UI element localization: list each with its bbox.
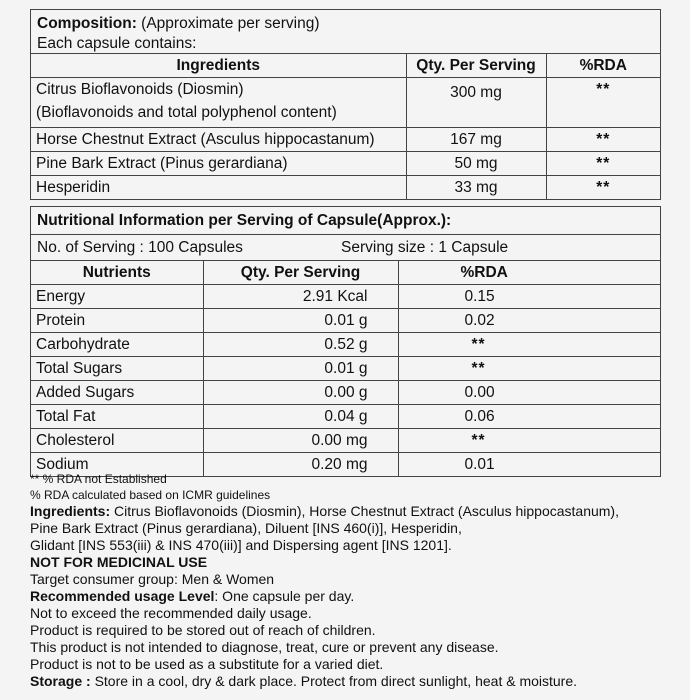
ingredient-rda: ** xyxy=(546,152,660,176)
nutrient-name: Protein xyxy=(31,309,203,333)
composition-header xyxy=(31,10,660,54)
nutrition-header-row xyxy=(31,261,660,285)
serving-size: Serving size : 1 Capsule xyxy=(341,239,509,256)
nutrient-rda: ** xyxy=(398,333,660,357)
nutrient-qty: 2.91 Kcal xyxy=(203,285,398,309)
label-notes xyxy=(30,471,670,690)
nutrient-rda: ** xyxy=(398,357,660,381)
composition-table xyxy=(31,54,660,199)
ingredients-text-2: Pine Bark Extract (Pinus gerardiana), Diluent [INS 460(i)], Hesperidin, xyxy=(30,520,462,536)
col-header-nutrients: Nutrients xyxy=(31,261,203,285)
table-row xyxy=(31,381,660,405)
col-header-qty: Qty. Per Serving xyxy=(203,261,398,285)
nutrient-qty: 0.20 mg xyxy=(203,453,398,477)
nutrient-rda: 0.06 xyxy=(398,405,660,429)
nutrient-qty: 0.01 g xyxy=(203,309,398,333)
ingredient-rda: ** xyxy=(546,78,660,128)
table-row xyxy=(31,128,660,152)
ingredients-text-3: Glidant [INS 553(iii) & INS 470(iii)] and Dispersing agent [INS 1201]. xyxy=(30,537,452,553)
rda-not-established-note: ** % RDA not Established xyxy=(30,472,167,486)
table-row xyxy=(31,405,660,429)
storage-label: Storage : xyxy=(30,673,91,689)
nutrient-name: Carbohydrate xyxy=(31,333,203,357)
storage-line xyxy=(30,673,670,690)
composition-title-note: (Approximate per serving) xyxy=(136,15,320,32)
ingredient-name xyxy=(31,78,406,128)
ingredients-text-1: Citrus Bioflavonoids (Diosmin), Horse Chestnut Extract (Asculus hippocastanum), xyxy=(110,503,619,519)
ingredient-rda: ** xyxy=(546,128,660,152)
nutrient-rda: 0.02 xyxy=(398,309,660,333)
ingredient-qty: 300 mg xyxy=(406,78,546,128)
usage-value: : One capsule per day. xyxy=(214,588,355,604)
nutrient-name: Energy xyxy=(31,285,203,309)
ingredient-name: Hesperidin xyxy=(31,176,406,200)
nutrient-name: Total Fat xyxy=(31,405,203,429)
table-row xyxy=(31,78,660,128)
nutrient-rda: ** xyxy=(398,429,660,453)
nutrient-qty: 0.00 mg xyxy=(203,429,398,453)
nutrient-name: Cholesterol xyxy=(31,429,203,453)
composition-box xyxy=(30,9,661,200)
nutrient-name: Added Sugars xyxy=(31,381,203,405)
ingredient-name: Horse Chestnut Extract (Asculus hippocastanum) xyxy=(31,128,406,152)
nutrition-title: Nutritional Information per Serving of Capsule(Approx.): xyxy=(31,207,660,235)
usage-line xyxy=(30,588,670,605)
ingredient-rda: ** xyxy=(596,179,611,196)
ingredient-qty: 33 mg xyxy=(406,176,546,200)
ingredients-label: Ingredients: xyxy=(30,503,111,519)
disease-note: This product is not intended to diagnose, treat, cure or prevent any disease. xyxy=(30,639,499,655)
nutrition-box xyxy=(30,206,661,477)
table-row xyxy=(31,152,660,176)
nutrient-qty: 0.52 g xyxy=(203,333,398,357)
ingredient-name-line1: Citrus Bioflavonoids (Diosmin) xyxy=(36,81,244,98)
serving-info xyxy=(31,235,660,261)
nutrient-qty: 0.00 g xyxy=(203,381,398,405)
nutrient-rda: 0.01 xyxy=(464,456,495,473)
nutrient-name: Total Sugars xyxy=(31,357,203,381)
table-row xyxy=(31,357,660,381)
nutrient-rda: 0.00 xyxy=(398,381,660,405)
storage-value: Store in a cool, dry & dark place. Protect from direct sunlight, heat & moisture. xyxy=(90,673,578,689)
ingredient-name-line2: (Bioflavonoids and total polyphenol content) xyxy=(36,104,337,121)
children-note: Product is required to be stored out of reach of children. xyxy=(30,622,376,638)
not-medicinal-note: NOT FOR MEDICINAL USE xyxy=(30,554,208,570)
table-row xyxy=(31,429,660,453)
servings-count: No. of Serving : 100 Capsules xyxy=(37,239,243,256)
table-row xyxy=(31,285,660,309)
col-header-rda: %RDA xyxy=(398,261,660,285)
ingredient-name: Pine Bark Extract (Pinus gerardiana) xyxy=(31,152,406,176)
ingredient-qty: 50 mg xyxy=(406,152,546,176)
composition-header-row xyxy=(31,54,660,78)
ingredient-qty: 167 mg xyxy=(406,128,546,152)
nutrient-qty: 0.01 g xyxy=(203,357,398,381)
col-header-rda: %RDA xyxy=(546,54,660,78)
usage-label: Recommended usage Level xyxy=(30,588,215,604)
nutrition-table xyxy=(31,261,660,476)
ingredients-line-1 xyxy=(30,503,670,520)
col-header-ingredients: Ingredients xyxy=(31,54,406,78)
composition-subtitle: Each capsule contains: xyxy=(37,35,197,52)
table-row xyxy=(31,176,660,200)
table-row xyxy=(31,333,660,357)
exceed-note: Not to exceed the recommended daily usage. xyxy=(30,605,312,621)
target-group: Target consumer group: Men & Women xyxy=(30,571,275,587)
col-header-qty: Qty. Per Serving xyxy=(406,54,546,78)
nutrient-rda: 0.15 xyxy=(398,285,660,309)
nutrient-name: Sodium xyxy=(31,453,203,477)
table-row xyxy=(31,309,660,333)
rda-basis-note: % RDA calculated based on ICMR guidelines xyxy=(30,488,271,502)
substitute-note: Product is not to be used as a substitute for a varied diet. xyxy=(30,656,384,672)
nutrient-qty: 0.04 g xyxy=(203,405,398,429)
composition-title: Composition: xyxy=(37,15,137,32)
